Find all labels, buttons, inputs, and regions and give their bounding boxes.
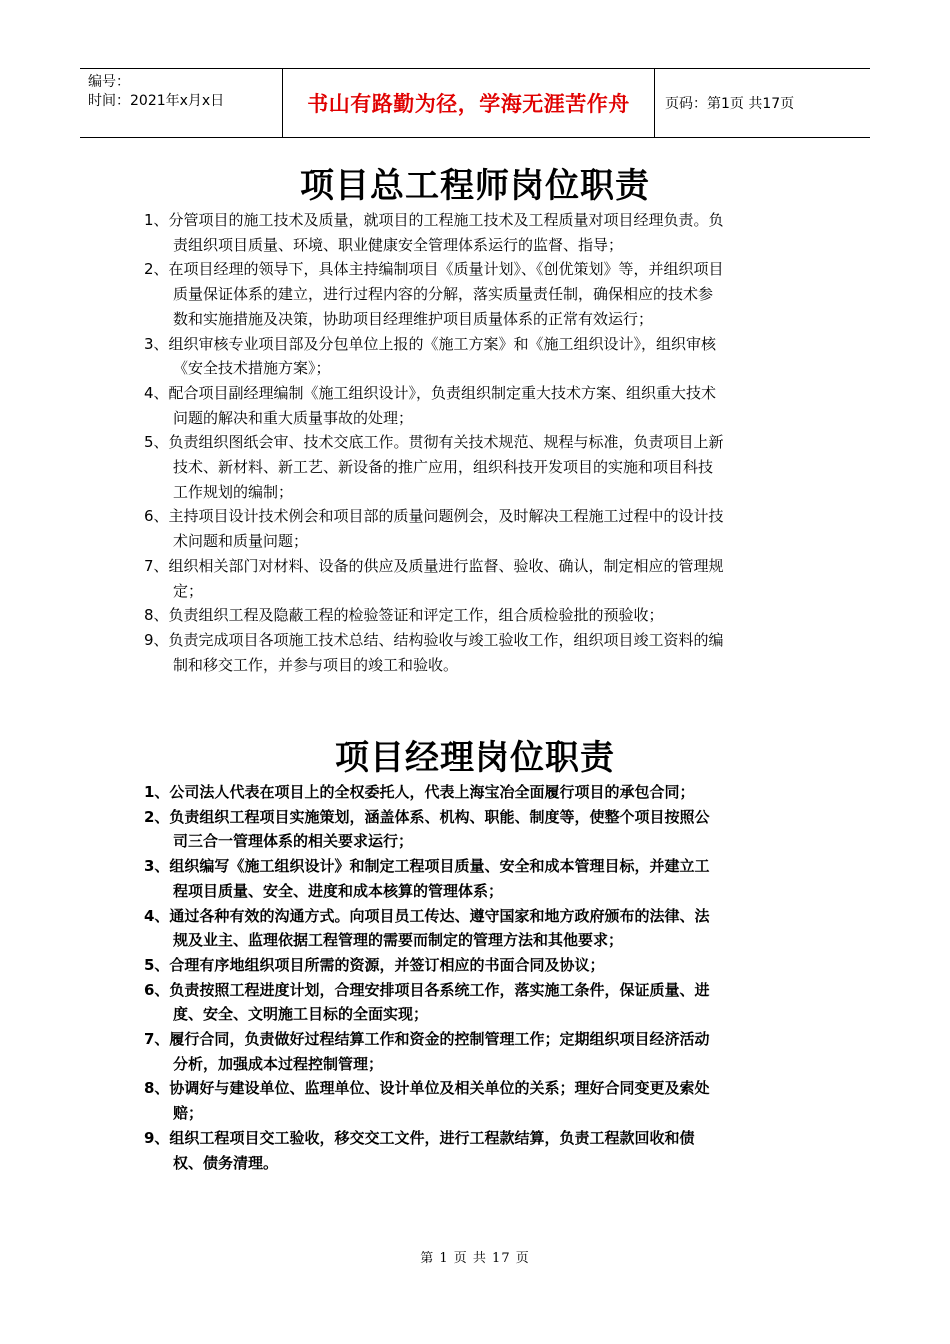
- duty-item: 8、协调好与建设单位、监理单位、设计单位及相关单位的关系；理好合同变更及索处赔；: [144, 1079, 710, 1123]
- duty-item: 5、负责组织图纸会审、技术交底工作。贯彻有关技术规范、规程与标准，负责项目上新技术、新材料、新工艺、新设备的推广应用，组织科技开发项目的实施和项目科技工作规划的编制；: [144, 433, 724, 501]
- duty-item: 9、组织工程项目交工验收，移交交工文件，进行工程款结算，负责工程款回收和债权、债务清理。: [144, 1128, 695, 1172]
- header-page-info: 页码：第1页 共17页: [665, 96, 795, 112]
- document-date-label: 时间：2021年x月x日: [88, 93, 225, 109]
- duty-item: 3、组织编写《施工组织设计》和制定工程项目质量、安全和成本管理目标，并建立工程项目质量、安全、进度和成本核算的管理体系；: [144, 857, 710, 900]
- duty-item: 4、配合项目副经理编制《施工组织设计》，负责组织制定重大技术方案、组织重大技术问题的解决和重大质量事故的处理；: [144, 383, 717, 427]
- chief-engineer-duties-list: [144, 208, 724, 677]
- duty-item: 1、公司法人代表在项目上的全权委托人，代表上海宝冶全面履行项目的承包合同；: [144, 783, 695, 801]
- header-left-cell: [80, 69, 282, 137]
- duty-item: 2、在项目经理的领导下，具体主持编制项目《质量计划》、《创优策划》等，并组织项目质量保证体系的建立，进行过程内容的分解，落实质量责任制，确保相应的技术参数和实施措施及决策，协助项目经理维护项目质量体系的正常有效运行；: [144, 260, 724, 328]
- duty-item: 1、分管项目的施工技术及质量，就项目的工程施工技术及工程质量对项目经理负责。负责组织项目质量、环境、职业健康安全管理体系运行的监督、指导；: [144, 211, 724, 254]
- header-motto: 书山有路勤为径，学海无涯苦作舟: [282, 69, 655, 137]
- section-title-chief-engineer: 项目总工程师岗位职责: [300, 166, 650, 206]
- duty-item: 2、负责组织工程项目实施策划，涵盖体系、机构、职能、制度等，使整个项目按照公司三合一管理体系的相关要求运行；: [144, 807, 710, 851]
- duty-item: 3、组织审核专业项目部及分包单位上报的《施工方案》和《施工组织设计》，组织审核《安全技术措施方案》；: [144, 334, 717, 378]
- duty-item: 5、合理有序地组织项目所需的资源，并签订相应的书面合同及协议；: [144, 955, 605, 974]
- header-table: [80, 68, 870, 138]
- duty-item: 9、负责完成项目各项施工技术总结、结构验收与竣工验收工作，组织项目竣工资料的编制和移交工作，并参与项目的竣工和验收。: [144, 630, 724, 674]
- section-title-project-manager: 项目经理岗位职责: [335, 738, 615, 778]
- duty-item: 7、履行合同，负责做好过程结算工作和资金的控制管理工作；定期组织项目经济活动分析，加强成本过程控制管理；: [144, 1030, 710, 1073]
- duty-item: 7、组织相关部门对材料、设备的供应及质量进行监督、验收、确认，制定相应的管理规定；: [144, 556, 724, 600]
- duty-item: 4、通过各种有效的沟通方式。向项目员工传达、遵守国家和地方政府颁布的法律、法规及业主、监理依据工程管理的需要而制定的管理方法和其他要求；: [144, 906, 710, 950]
- document-number-label: 编号：: [88, 74, 130, 90]
- duty-item: 8、负责组织工程及隐蔽工程的检验签证和评定工作，组合质检验批的预验收；: [144, 606, 664, 625]
- page-footer: 第 1 页 共 17 页: [420, 1251, 530, 1266]
- duty-item: 6、主持项目设计技术例会和项目部的质量问题例会，及时解决工程施工过程中的设计技术问题和质量问题；: [144, 507, 724, 551]
- project-manager-duties-list: [144, 780, 724, 1175]
- duty-item: 6、负责按照工程进度计划，合理安排项目各系统工作，落实施工条件，保证质量、进度、安全、文明施工目标的全面实现；: [144, 980, 710, 1024]
